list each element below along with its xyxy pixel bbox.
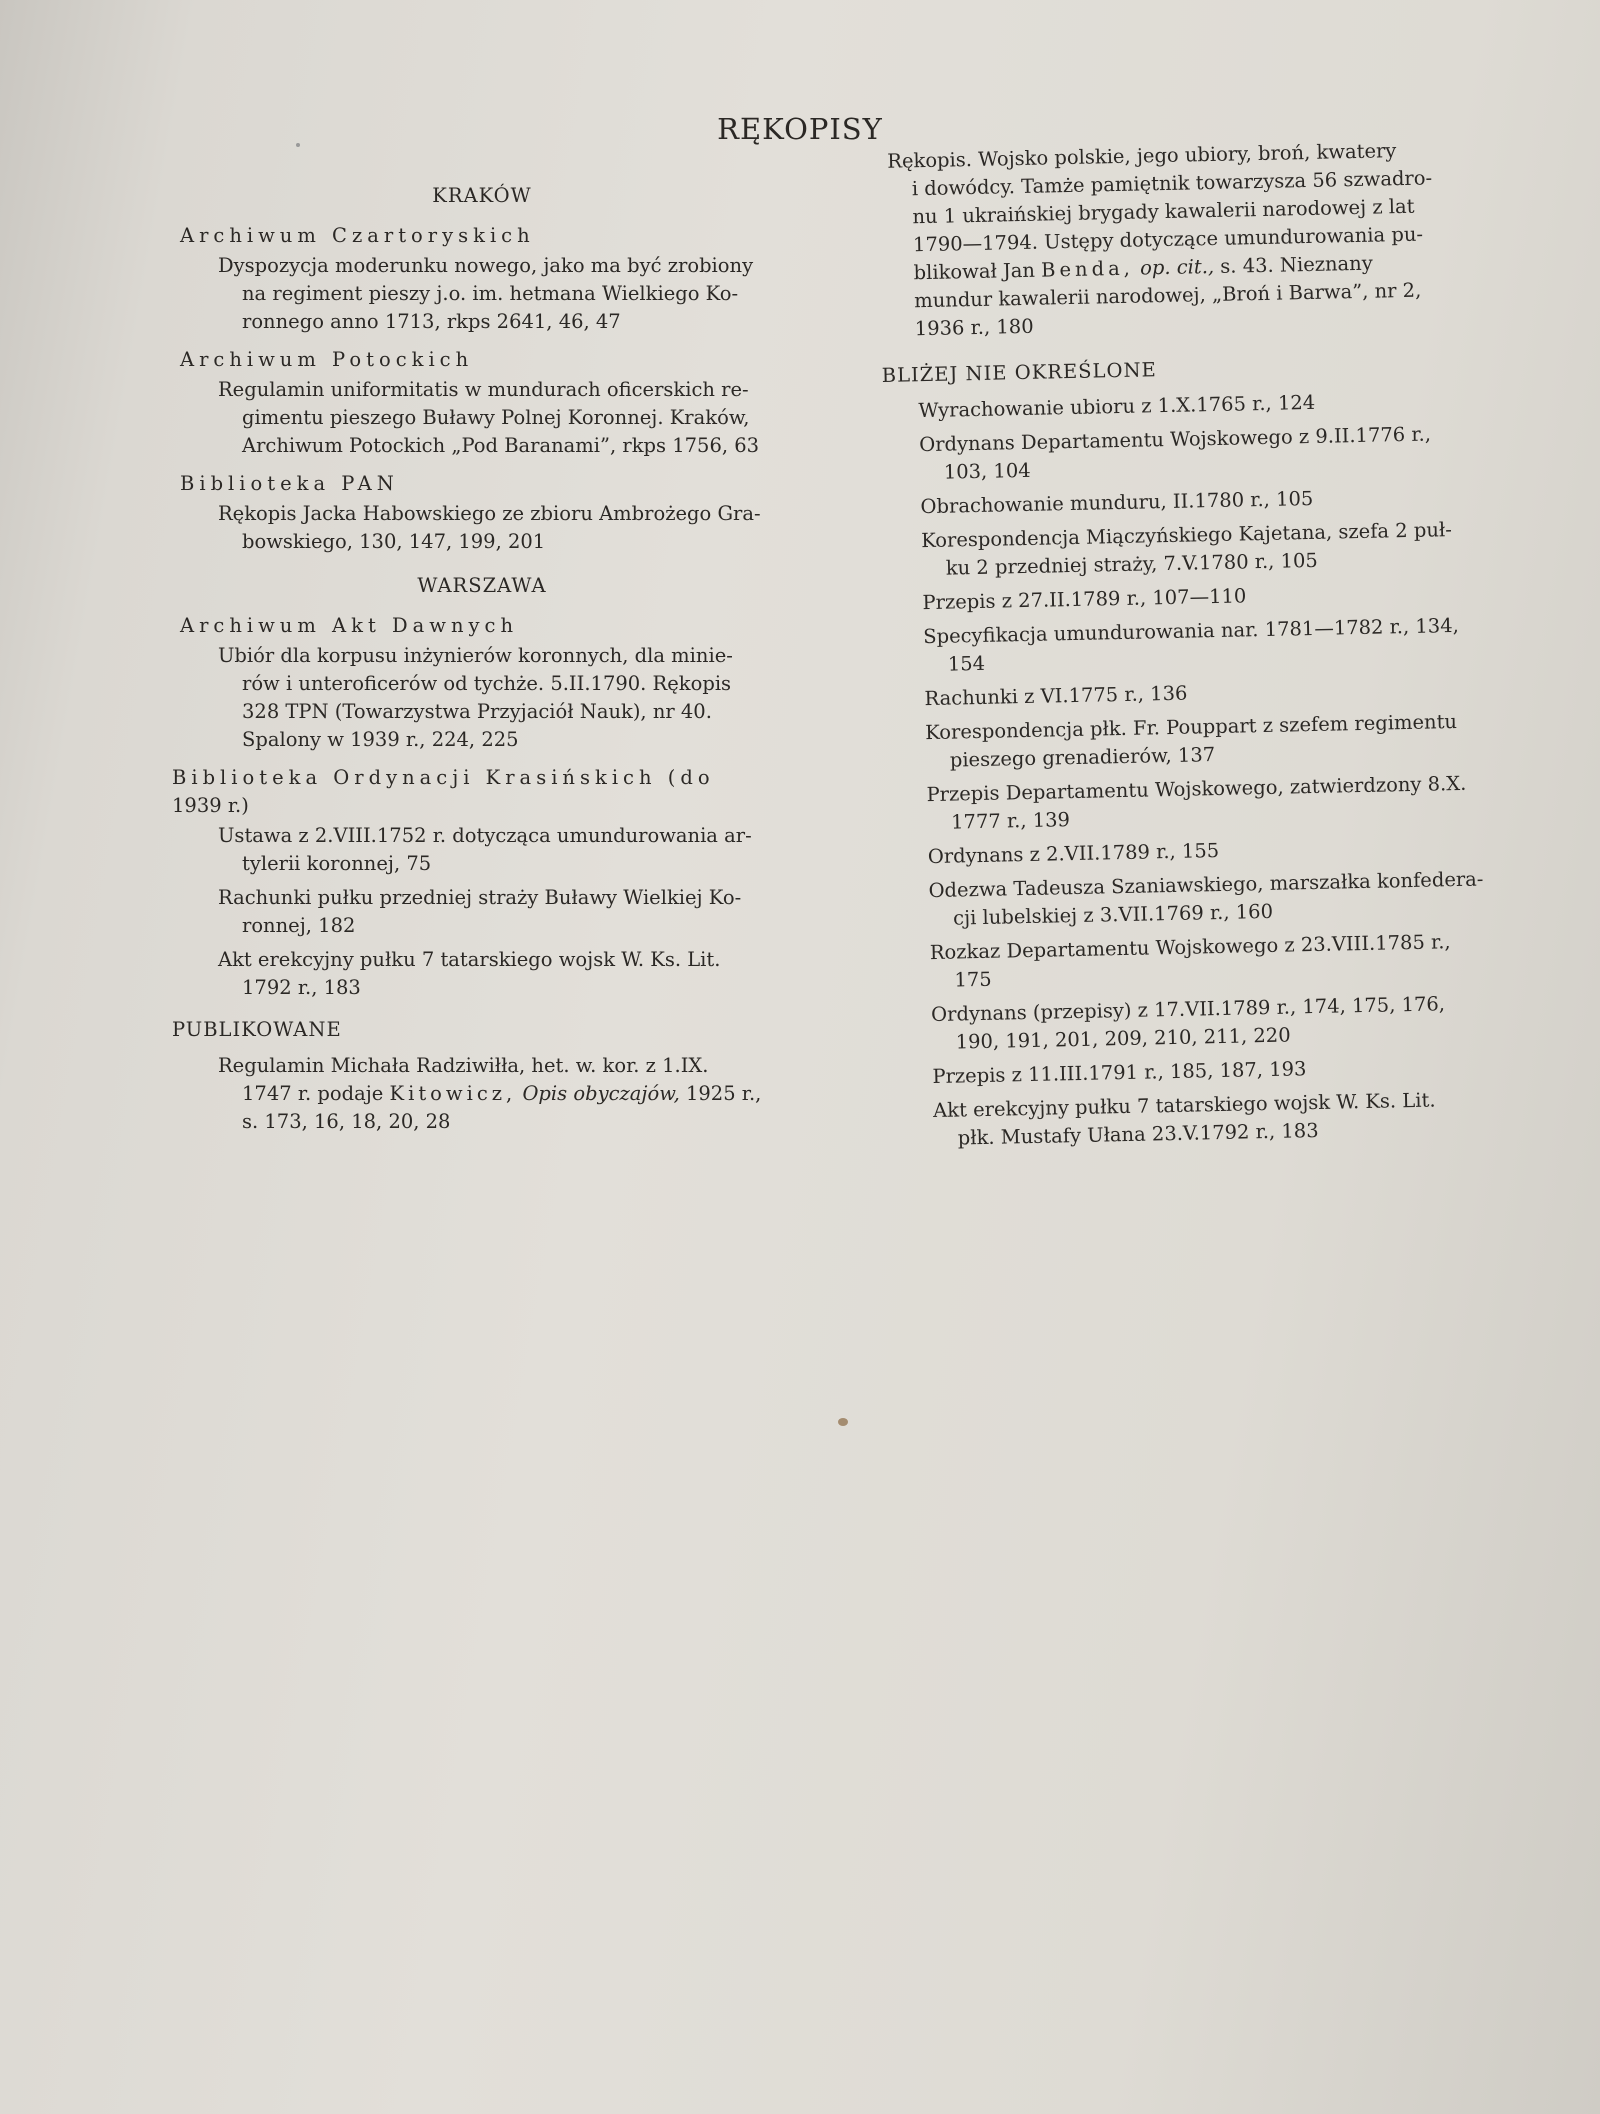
list-item [933,1085,1506,1153]
list-item [918,385,1490,425]
entry-line: na regiment pieszy j.o. im. hetmana Wielkiego Ko- [242,282,739,305]
entry-potockich [218,376,792,460]
entry-line: Akt erekcyjny pułku 7 tatarskiego wojsk W. Ks. Lit. [932,1088,1436,1123]
entry-line: Ordynans z 2.VII.1789 r., 155 [927,838,1220,869]
list-item [922,577,1494,617]
entry-line: nu 1 ukraińskiej brygady kawalerii narodowej z lat [912,194,1415,229]
list-item [932,1051,1504,1091]
entry-line: pieszego grenadierów, 137 [949,743,1216,772]
text-run: s. 43. Nieznany [1220,251,1373,278]
entry-line: Ubiór dla korpusu inżynierów koronnych, dla minie- [218,644,733,667]
list-item [930,927,1503,995]
section-heading-publikowane: PUBLIKOWANE [172,1018,342,1041]
entry-line: Wyrachowanie ubioru z 1.X.1765 r., 124 [918,390,1316,423]
entry-line: Odezwa Tadeusza Szaniawskiego, marszałka konfedera- [928,867,1484,903]
entry-line: Ordynans Departamentu Wojskowego z 9.II.1776 r., [918,422,1432,457]
list-item [919,419,1492,487]
city-heading-warszawa: WARSZAWA [417,574,547,597]
entry-line: Obrachowanie munduru, II.1780 r., 105 [920,486,1314,519]
entry-line: Regulamin uniformitatis w mundurach oficerskich re- [218,378,749,401]
entry-line: Przepis Departamentu Wojskowego, zatwierdzony 8.X. [926,771,1467,807]
entry-pan [218,500,792,556]
entry-line: Akt erekcyjny pułku 7 tatarskiego wojsk W. Ks. Lit. [218,948,721,971]
list-item [928,831,1500,871]
list-item [925,707,1498,775]
work-title: Opis obyczajów, [522,1082,680,1105]
entry-line: Przepis z 11.III.1791 r., 185, 187, 193 [932,1057,1307,1089]
text-run: 1925 r., [685,1082,762,1105]
entry-line: Rachunki pułku przedniej straży Buławy Wielkiej Ko- [218,886,742,909]
entry-krasinskich-rachunki [218,884,792,940]
list-item [923,611,1496,679]
entry-line: rów i unteroficerów od tychże. 5.II.1790. Rękopis [242,672,732,695]
entry-list [882,385,1506,1154]
author-name: Benda, [1040,256,1135,282]
paper-stain [838,1418,848,1426]
entry-line: Rękopis. Wojsko polskie, jego ubiory, broń, kwatery [887,139,1397,173]
entry-line: mundur kawalerii narodowej, „Broń i Barwa”, nr 2, [913,278,1422,313]
entry-line: 328 TPN (Towarzystwa Przyjaciół Nauk), nr 40. [242,700,712,723]
entry-line: gimentu pieszego Buławy Polnej Koronnej. Kraków, [242,406,750,429]
entry-line: ku 2 przedniej straży, 7.V.1780 r., 105 [945,548,1319,580]
entry-krasinskich-akt [218,946,792,1002]
entry-line: Przepis z 27.II.1789 r., 107—110 [922,584,1247,615]
entry-line: 175 [954,967,992,992]
city-heading-krakow: KRAKÓW [432,184,532,207]
entry-line: Spalony w 1939 r., 224, 225 [242,728,519,751]
entry-line: ronnej, 182 [242,914,356,937]
entry-czartoryskich [218,252,792,336]
text-run: blikował Jan [913,258,1036,285]
entry-line: Archiwum Potockich „Pod Baranami”, rkps 1756, 63 [242,434,760,457]
entry-line: Rękopis Jacka Habowskiego ze zbioru Ambrożego Gra- [218,502,761,525]
entry-krasinskich-ustawa [218,822,792,878]
author-name: Kitowicz, [389,1082,517,1105]
entry-line [218,1080,792,1108]
entry-line: Ordynans (przepisy) z 17.VII.1789 r., 174, 175, 176, [930,992,1446,1027]
entry-line: Rachunki z VI.1775 r., 136 [924,681,1188,711]
entry-line: tylerii koronnej, 75 [242,852,432,875]
entry-line: płk. Mustafy Ułana 23.V.1792 r., 183 [957,1118,1319,1150]
entry-publikowane [218,1052,792,1136]
citation-abbrev: op. cit., [1139,254,1215,280]
left-column [172,182,792,1142]
entry-line: Rozkaz Departamentu Wojskowego z 23.VIII.1785 r., [929,930,1451,965]
entry-line: ronnego anno 1713, rkps 2641, 46, 47 [242,310,621,333]
source-line: Biblioteka Ordynacji Krasińskich (do [172,766,715,789]
entry-line: 1777 r., 139 [950,808,1071,834]
entry-line: Specyfikacja umundurowania nar. 1781—1782 r., 134, [923,613,1460,649]
source-pan: Biblioteka PAN [180,472,399,495]
entry-line: 1792 r., 183 [242,976,361,999]
entry-line: 190, 191, 201, 209, 210, 211, 220 [955,1023,1291,1054]
source-potockich: Archiwum Potockich [180,348,474,371]
entry-line: 1790—1794. Ustępy dotyczące umundurowania pu- [912,222,1424,257]
entry-line: 103, 104 [943,458,1031,484]
list-item [928,865,1501,933]
entry-line: Dyspozycja moderunku nowego, jako ma być zrobiony [218,254,754,277]
list-item [920,481,1492,521]
entry-line: i dowódcy. Tamże pamiętnik towarzysza 56 szwadro- [911,166,1433,201]
entry-line: bowskiego, 130, 147, 199, 201 [242,530,546,553]
section-heading-blizej: BLIŻEJ NIE OKREŚLONE [881,358,1157,387]
source-czartoryskich: Archiwum Czartoryskich [180,224,535,247]
entry-line: 1936 r., 180 [914,314,1034,341]
source-akt-dawnych: Archiwum Akt Dawnych [180,614,518,637]
entry-line: Regulamin Michała Radziwiłła, het. w. kor. z 1.IX. [218,1054,709,1077]
entry-line: s. 173, 16, 18, 20, 28 [242,1110,451,1133]
entry-akt-dawnych [218,642,792,754]
entry-line: Korespondencja płk. Fr. Pouppart z szefem regimentu [925,709,1458,745]
entry-rekopis-intro [887,135,1489,343]
entry-line: Ustawa z 2.VIII.1752 r. dotycząca umundurowania ar- [218,824,752,847]
list-item [924,673,1496,713]
right-column [877,135,1506,1160]
text-run: 1747 r. podaje [242,1082,384,1105]
list-item [931,989,1504,1057]
entry-line: cji lubelskiej z 3.VII.1769 r., 160 [952,899,1274,930]
entry-line: 154 [947,651,986,676]
entry-line: Korespondencja Miączyńskiego Kajetana, szefa 2 puł- [920,518,1453,553]
source-krasinskich [172,764,792,820]
list-item [921,515,1494,583]
list-item [926,769,1499,837]
source-line: 1939 r.) [172,794,249,817]
page-title: RĘKOPISY [717,112,883,146]
